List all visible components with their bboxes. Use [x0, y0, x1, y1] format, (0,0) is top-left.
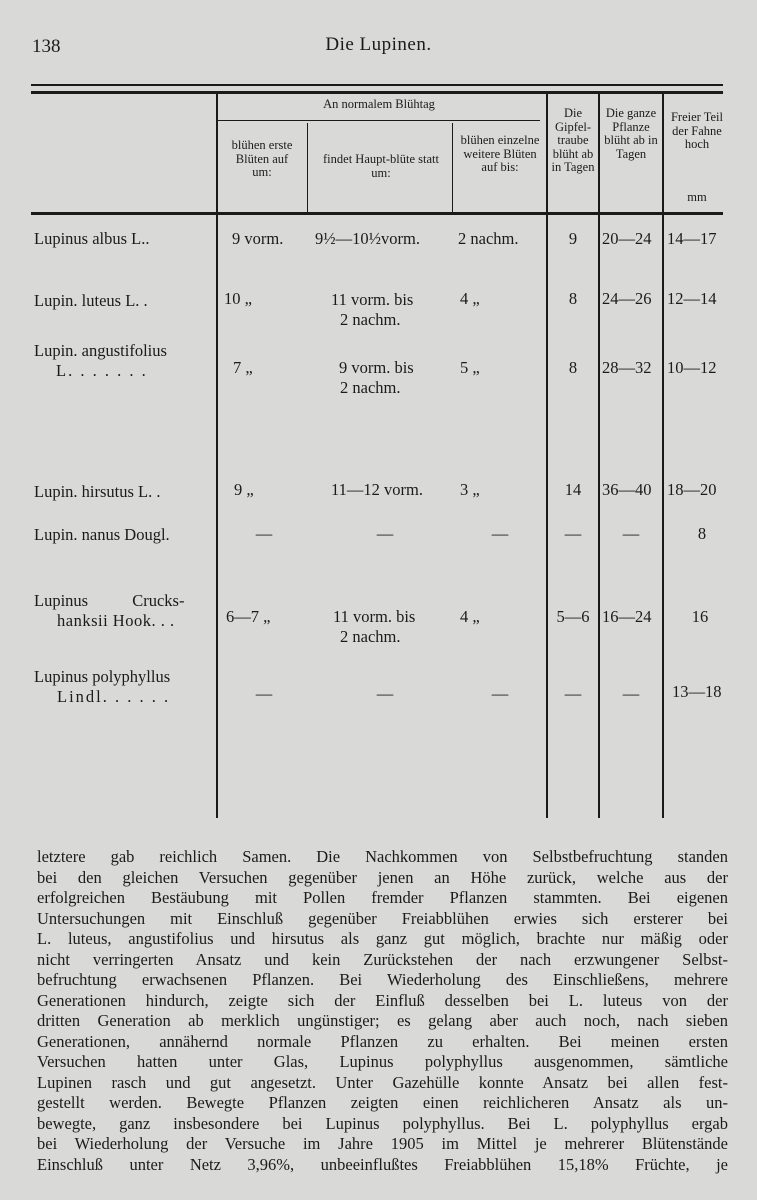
cell-c1: 10 „	[224, 289, 252, 308]
cell-c4: —	[564, 684, 582, 703]
cell-c5: 28—32	[602, 358, 652, 377]
text-line: letztere gab reichlich Samen. Die Nachkommen von Selbstbefruchtung standen	[37, 847, 728, 866]
column-divider	[546, 94, 548, 818]
row-name: Lupin. hirsutus L. .	[34, 482, 161, 501]
text-line: gestellt werden. Bewegte Pflanzen zeigten einen reichlicheren Ansatz als un-	[37, 1093, 728, 1112]
cell-c2: 11 vorm. bis	[333, 607, 416, 626]
row-name: Lupinus Crucks-	[34, 591, 185, 610]
cell-c2: 9½—10½vorm.	[315, 229, 420, 248]
cell-c4: 9	[568, 229, 578, 248]
cell-c1: —	[255, 524, 273, 543]
row-name-cont: hanksii Hook. . .	[57, 611, 175, 630]
cell-c5: 20—24	[602, 229, 652, 248]
cell-c2: 11 vorm. bis	[331, 290, 414, 309]
text-line: befruchtung erwachsenen Pflanzen. Bei Wiederholung des Einschließens, mehrere	[37, 970, 728, 989]
cell-c2: —	[376, 684, 394, 703]
cell-c6: 8	[697, 524, 707, 543]
cell-c1: 9 „	[234, 480, 254, 499]
text-line: L. luteus, angustifolius und hirsutus als ganz gut möglich, brachte nur mäßig oder	[37, 929, 728, 948]
row-name: Lupin. angustifolius	[34, 341, 167, 360]
row-name-cont: Lindl. . . . . .	[57, 687, 171, 706]
group-header: An normalem Blühtag	[323, 97, 435, 111]
text-line: erfolgreichen Bestäubung mit Pollen fremder Pflanzen stammten. Bei eigenen	[37, 888, 728, 907]
cell-c5: 24—26	[602, 289, 652, 308]
row-name-cont: L. . . . . . .	[56, 361, 148, 380]
column-divider	[216, 94, 218, 818]
cell-c4: 5—6	[556, 607, 590, 626]
cell-c2-cont: 2 nachm.	[340, 310, 401, 329]
text-line: dritten Generation ab merklich ungünstiger; es gelang aber auch noch, nach sieben	[37, 1011, 728, 1030]
cell-c3: 3 „	[460, 480, 480, 499]
cell-c1: 9 vorm.	[232, 229, 284, 248]
header-col5: Die ganze Pflanze blüht ab in Tagen	[604, 106, 658, 161]
cell-c2-cont: 2 nachm.	[340, 627, 401, 646]
page-number: 138	[32, 36, 61, 57]
group-header-rule	[218, 120, 540, 121]
text-line: bei den gleichen Versuchen gegenüber jenen an Höhe zurück, welche aus der	[37, 867, 728, 887]
cell-c2: 9 vorm. bis	[339, 358, 414, 377]
header-col3: blühen einzelne weitere Blüten auf bis:	[460, 133, 540, 174]
text-line: bewegte, ganz insbesondere bei Lupinus polyphyllus. Bei L. polyphyllus ergab	[37, 1113, 728, 1133]
row-name: Lupinus albus L..	[34, 229, 150, 248]
header-col4: Die Gipfel-traube blüht ab in Tagen	[551, 106, 595, 174]
cell-c1: —	[255, 684, 273, 703]
text-line: Versuchen hatten unter Glas, Lupinus polyphyllus ausgenommen, sämtliche	[37, 1052, 728, 1071]
cell-c3: 2 nachm.	[458, 229, 519, 248]
header-col6: Freier Teil der Fahne hoch	[670, 110, 723, 151]
cell-c6: 10—12	[667, 358, 717, 377]
cell-c3: —	[491, 684, 509, 703]
cell-c6: 13—18	[672, 682, 722, 701]
cell-c3: 4 „	[460, 289, 480, 308]
cell-c3: —	[491, 524, 509, 543]
column-divider	[662, 94, 664, 818]
table-header-rule	[31, 212, 723, 215]
cell-c4: 14	[564, 480, 582, 499]
page-title: Die Lupinen.	[325, 34, 432, 55]
cell-c2: —	[376, 524, 394, 543]
text-line: Generationen hindurch, zeigte sich der Einfluß desselben bei L. luteus von der	[37, 990, 728, 1010]
row-name: Lupinus polyphyllus	[34, 667, 171, 686]
header-col1: blühen erste Blüten auf um:	[231, 138, 293, 179]
text-line: Lupinen rasch und gut angesetzt. Unter Gazehülle konnte Ansatz bei allen fest-	[37, 1072, 728, 1092]
cell-c4: 8	[568, 358, 578, 377]
body-paragraph	[37, 847, 728, 1175]
table-top-rule-2	[31, 91, 723, 94]
cell-c3: 4 „	[460, 607, 480, 626]
text-line: Einschluß unter Netz 3,96%, unbeeinflußtes Freiabblühen 15,18% Früchte, je	[37, 1154, 728, 1174]
cell-c2-cont: 2 nachm.	[340, 378, 401, 397]
cell-c1: 6—7 „	[226, 607, 271, 626]
table-top-rule	[31, 84, 723, 86]
header-col6-unit: mm	[687, 190, 707, 204]
row-name: Lupin. nanus Dougl.	[34, 525, 170, 544]
cell-c5: —	[622, 684, 640, 703]
column-divider	[307, 123, 308, 213]
cell-c1: 7 „	[233, 358, 253, 377]
cell-c4: 8	[568, 289, 578, 308]
cell-c6: 14—17	[667, 229, 717, 248]
column-divider	[598, 94, 600, 818]
text-line: bei Wiederholung der Versuche im Jahre 1905 im Mittel je mehrerer Blütenstände	[37, 1134, 728, 1153]
cell-c3: 5 „	[460, 358, 480, 377]
cell-c2: 11—12 vorm.	[331, 480, 423, 499]
cell-c5: —	[622, 524, 640, 543]
text-line: Generationen, annähernd normale Pflanzen zu erhalten. Bei meinen ersten	[37, 1031, 728, 1051]
cell-c5: 16—24	[602, 607, 652, 626]
column-divider	[452, 123, 453, 213]
cell-c6: 16	[691, 607, 709, 626]
cell-c6: 18—20	[667, 480, 717, 499]
text-line: nicht verringerten Ansatz und kein Zurückstehen der nach erzwungener Selbst-	[37, 949, 728, 969]
cell-c5: 36—40	[602, 480, 652, 499]
text-line: Untersuchungen mit Einschluß gegenüber Freiabblühen erwies sich ersterer bei	[37, 908, 728, 928]
row-name: Lupin. luteus L. .	[34, 291, 148, 310]
header-col2: findet Haupt-blüte statt um:	[323, 152, 439, 180]
cell-c4: —	[564, 524, 582, 543]
cell-c6: 12—14	[667, 289, 717, 308]
